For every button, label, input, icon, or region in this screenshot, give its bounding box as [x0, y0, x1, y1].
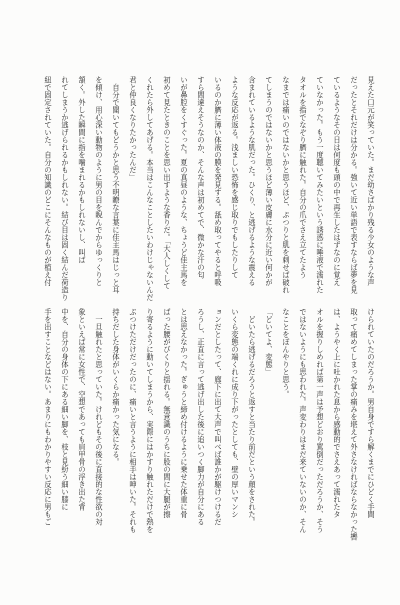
text-column: いが鼻腔をくすぐった。夏の真昼のような、ちょうど佳主馬を [180, 76, 189, 286]
text-column: 君と仲良くなりたかったんだ」 [129, 76, 138, 181]
upper-text-tier [40, 76, 380, 304]
dialogue-line: 「どいてよ、変態」 [265, 308, 274, 376]
text-column: 見えた口元が笑っていた。まだ幼さばかり残る少女のような声 [367, 76, 376, 286]
text-column: ョンだとしたって、廊下に出て大声で叫べば誰かが駆けつけるだ [214, 308, 223, 526]
text-column: けられていたのだろうか。男自身ですら解くまでにひどく手間 [367, 308, 376, 518]
text-column: いくら変態の端くれに成り下がったとしても、壁の厚いマンシ [231, 308, 240, 518]
text-column: 持ちだした身体がいくらか痛かった気になる。 [112, 308, 121, 466]
text-column: オルを握りしめれば第一声は予想どおり罵倒だっただろうか、そう [316, 308, 325, 533]
text-column: ろうし、正直に言って逃げ出した後に追いつく脚力が自分にある [197, 308, 206, 526]
text-column: てしまうのではないかと思うほど薄い皮膚に水分に近い何かが [265, 76, 274, 286]
text-column: 初めて見たときのことを思い出すような香りだ。「大人しくして [163, 76, 172, 290]
text-column: り寄るように動いてしまうから、実際にはかすり触れただけで熱を [146, 308, 155, 533]
text-column: 紐で固定されていた。自分の知識のどこにそんなものが植え付 [44, 76, 53, 286]
text-column: なことをぼんやりと思う。 [282, 308, 291, 398]
text-column: 一旦触れたと思っていた。けれどもその後に直接的な性欲の対 [95, 308, 104, 526]
text-column: 象といえば常に女性で、空想であっても肩甲骨の浮き出た背 [78, 308, 87, 511]
text-column: くれたら外してあげる。本当はこんなことしたいわけじゃないんだ [146, 76, 155, 301]
text-column: ているようなその日は何度も頭の中で再生したはずなのに覚え [333, 76, 342, 286]
text-column: を傾け、用心深い動物のように男の目を睨んでからゆっくりと [95, 76, 104, 286]
text-column: ではないようにも思われた。声変わりはまだ来ていないのか、そん [299, 308, 308, 533]
text-column: は、ようやく上に吐かれた息から感動的でさえあって濡れたタ [333, 308, 342, 518]
text-column: どいたら逃げるだろうと返すと当たり前だという顔をされた。 [248, 308, 257, 526]
text-column: いるのか臍に薄い体液の膜を発見する。舐め取ってやると呼吸 [214, 76, 223, 286]
text-column: ていなかった。もう一度聴いてみたいという誘惑に唾液で濡れた [316, 76, 325, 294]
text-column: タオルを指でなぞり臍に触れた。自分の爪でさえ立てたよう [299, 76, 308, 279]
text-column: ぶつけただけだったのに、痛いと言うように相手は呻いた。それも [129, 308, 138, 533]
text-column: 頷く。外した瞬間に指を噛まれるかもしれないし、叫ば [78, 76, 87, 264]
text-column: 手を出すことなどはない。あまりにもわかりやすい反応に男もご [44, 308, 53, 526]
text-column: とは思えなかった。ぎゅうと締め付けるように乗せた体重に骨 [180, 308, 189, 518]
text-column: だったとそれだけは分かる。強いて近い単語で表すならば夢を見 [350, 76, 359, 294]
text-column: すら間違えそうなのか、そんな声は初めてで、微かな汗の匂 [197, 76, 206, 279]
text-column: 取って痛めてしまった掌の痛みを堪えて外さなければならなかった轡 [350, 308, 359, 541]
text-column: れてしまうか逃げられるかもしれない。結び目は固く結んだ荷造り [61, 76, 70, 301]
text-column: ばった腰がびくりと揺れる。無意識のうちに股の間に大腿が擦 [163, 308, 172, 518]
text-column: なまでは痛いのではないかと思うほど、ぷつりと肌を刺せば破れ [282, 76, 291, 294]
text-column: 含まれているような肌だった。ひくり、と逃げるような震える [248, 76, 257, 286]
text-column: 中を、自分の身体の下にある細い脚を、枝と見紛う細い膝に [61, 308, 70, 511]
text-column: 自分で聞いてもどうかと思う不明瞭な言葉に佳主馬はじっと耳 [112, 76, 121, 294]
lower-text-tier [40, 308, 380, 558]
text-column: ような反応が返る。浅ましい恐怖を感じ取りでもしたりして [231, 76, 240, 279]
